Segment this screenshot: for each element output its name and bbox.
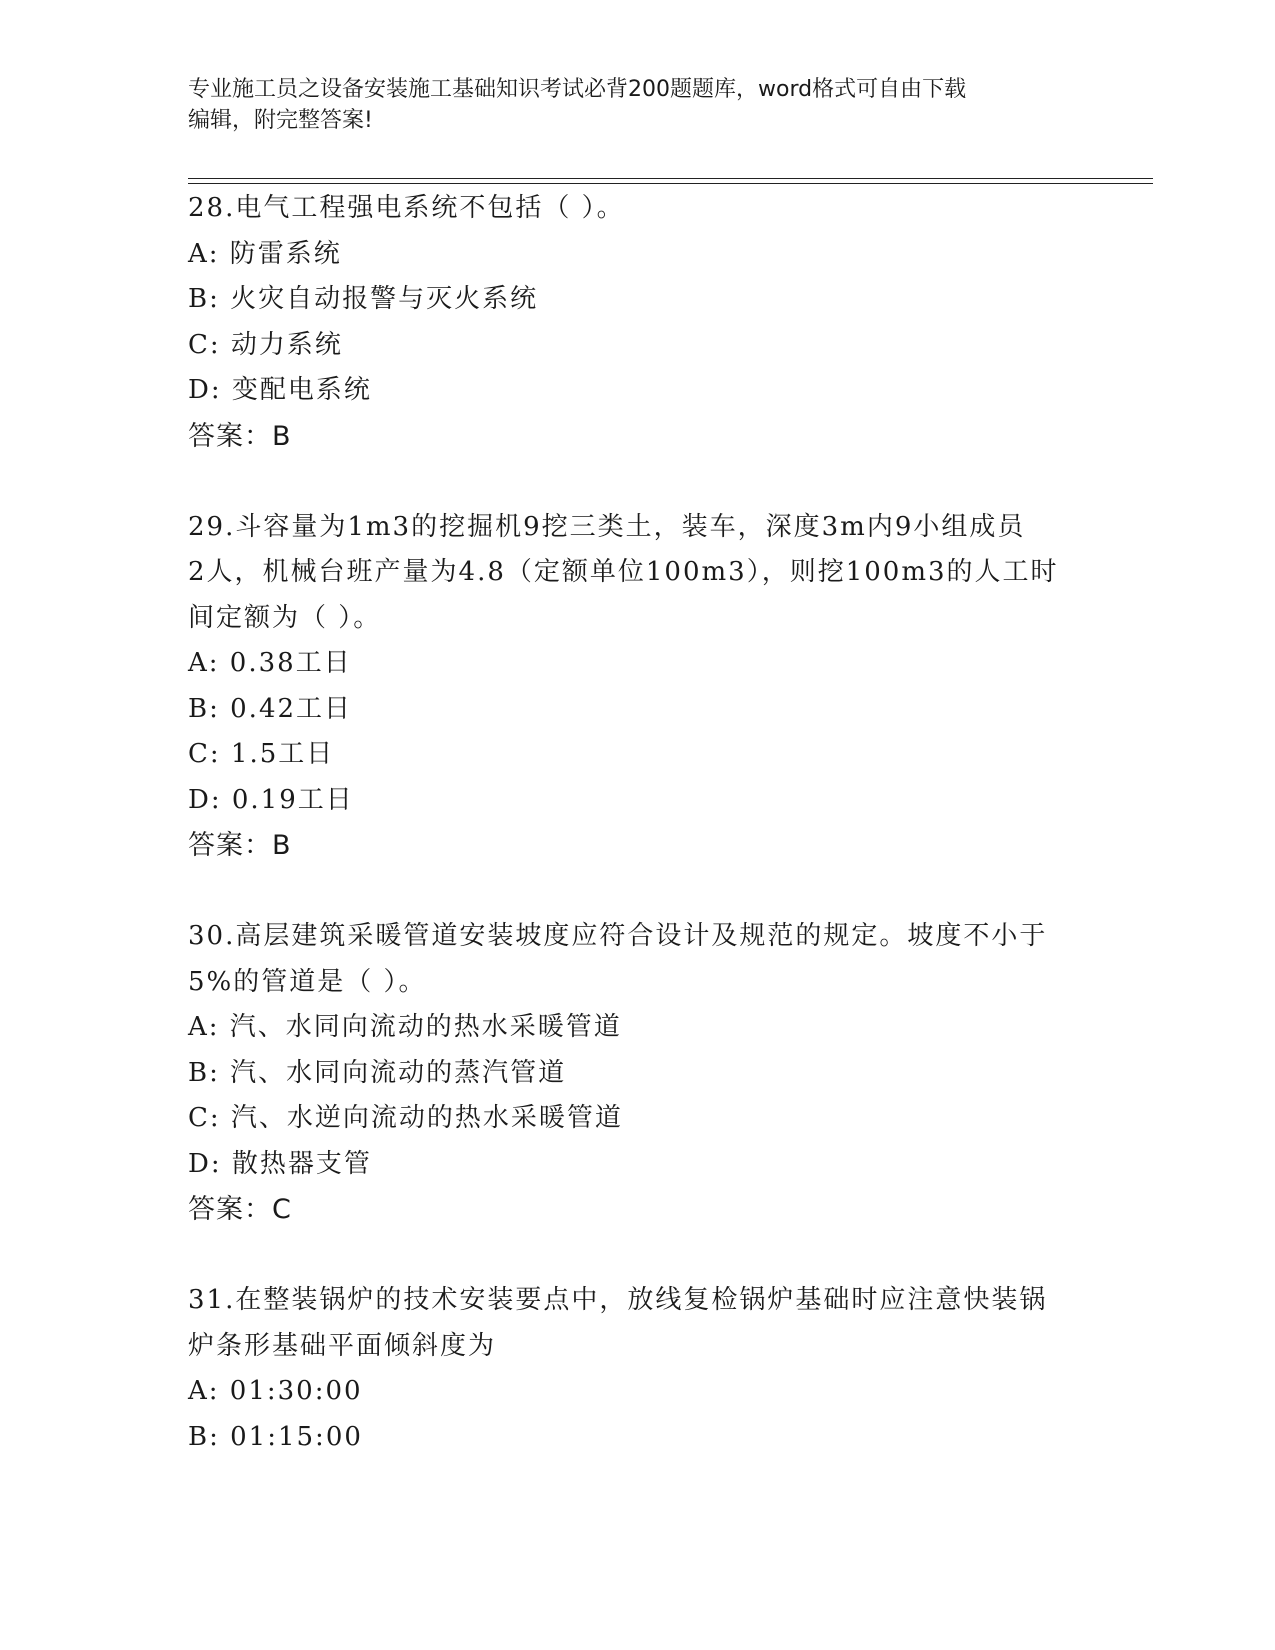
option-d: D: 变配电系统 <box>188 375 372 405</box>
question-stem: 30.高层建筑采暖管道安装坡度应符合设计及规范的规定。坡度不小于 <box>188 921 1048 951</box>
option-b: B: 汽、水同向流动的蒸汽管道 <box>188 1057 567 1088</box>
question-stem: 29.斗容量为1m3的挖掘机9挖三类土，装车，深度3m内9小组成员 <box>188 511 1026 542</box>
option-c: C: 1.5工日 <box>188 739 335 769</box>
option-a: A: 防雷系统 <box>188 238 342 269</box>
header-line-2: 编辑，附完整答案! <box>188 108 373 133</box>
question-spacer <box>188 869 1088 915</box>
question-stem: 31.在整装锅炉的技术安装要点中，放线复检锅炉基础时应注意快装锅 <box>188 1285 1048 1315</box>
option-c: C: 动力系统 <box>188 329 343 360</box>
question-stem: 2人，机械台班产量为4.8（定额单位100m3），则挖100m3的人工时 <box>188 557 1059 587</box>
option-a: A: 01:30:00 <box>188 1376 363 1406</box>
option-b: B: 01:15:00 <box>188 1421 363 1452</box>
question-31 <box>188 1278 1088 1460</box>
question-30 <box>188 914 1088 1233</box>
option-d: D: 0.19工日 <box>188 784 354 815</box>
question-spacer <box>188 1233 1088 1279</box>
question-stem: 5%的管道是（ ）。 <box>188 966 427 997</box>
header-divider-bottom <box>188 183 1153 184</box>
question-spacer <box>188 459 1088 505</box>
header-line-1: 专业施工员之设备安装施工基础知识考试必背200题题库，word格式可自由下载 <box>188 77 967 102</box>
question-28 <box>188 186 1088 459</box>
document-header <box>188 74 1088 136</box>
option-c: C: 汽、水逆向流动的热水采暖管道 <box>188 1103 623 1133</box>
answer-line: 答案：B <box>188 420 292 452</box>
question-stem: 间定额为（ ）。 <box>188 602 382 633</box>
answer-line: 答案：B <box>188 830 292 861</box>
option-a: A: 0.38工日 <box>188 648 352 678</box>
question-stem: 炉条形基础平面倾斜度为 <box>188 1330 497 1361</box>
header-divider-top <box>188 178 1153 179</box>
option-b: B: 0.42工日 <box>188 693 353 724</box>
option-d: D: 散热器支管 <box>188 1148 372 1179</box>
answer-line: 答案：C <box>188 1194 292 1225</box>
question-stem: 28.电气工程强电系统不包括（ ）。 <box>188 193 625 223</box>
option-a: A: 汽、水同向流动的热水采暖管道 <box>188 1012 622 1042</box>
question-list <box>188 186 1088 1460</box>
question-29 <box>188 505 1088 869</box>
option-b: B: 火灾自动报警与灭火系统 <box>188 284 539 314</box>
